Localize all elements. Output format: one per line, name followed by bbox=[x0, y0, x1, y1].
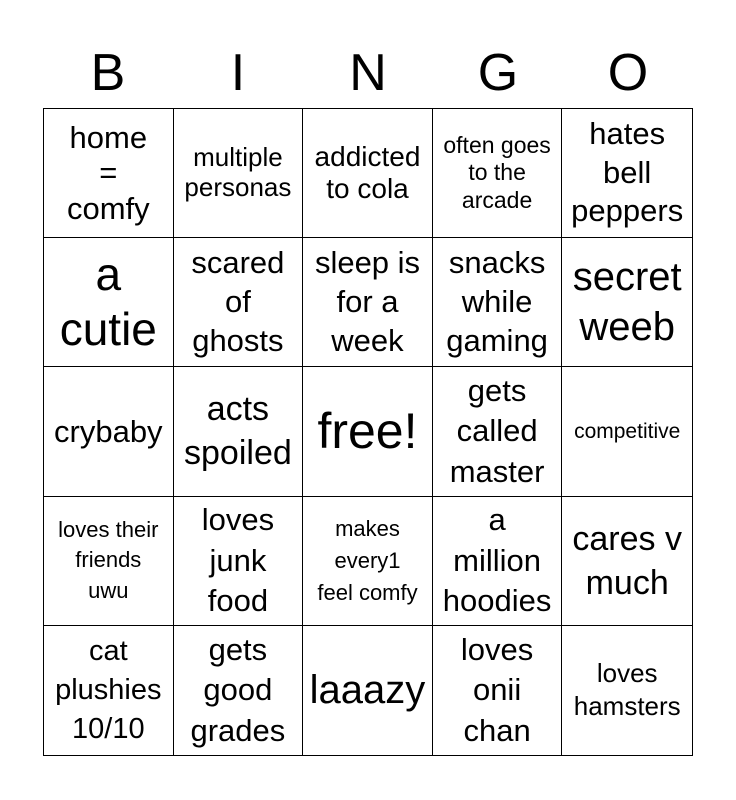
cell-text: secret weeb bbox=[572, 255, 682, 350]
cell-text: loves their friends uwu bbox=[58, 516, 159, 604]
cell-text: loves hamsters bbox=[573, 657, 681, 722]
cell-text: gets called master bbox=[449, 373, 545, 489]
bingo-cell[interactable] bbox=[562, 238, 692, 367]
bingo-cell[interactable] bbox=[562, 367, 692, 496]
bingo-cell[interactable] bbox=[433, 497, 563, 626]
cell-text: acts spoiled bbox=[184, 390, 292, 473]
header-letter-n: N bbox=[349, 44, 387, 102]
cell-text: crybaby bbox=[54, 413, 163, 449]
bingo-cell[interactable] bbox=[303, 626, 433, 755]
bingo-cell[interactable] bbox=[562, 497, 692, 626]
header-letter-b: B bbox=[90, 44, 126, 102]
cell-text: a million hoodies bbox=[442, 502, 552, 618]
bingo-header bbox=[43, 42, 693, 104]
cell-text: loves junk food bbox=[201, 502, 275, 618]
bingo-cell[interactable] bbox=[433, 367, 563, 496]
cell-text: gets good grades bbox=[190, 631, 286, 748]
bingo-cell[interactable] bbox=[433, 109, 563, 238]
bingo-cell[interactable] bbox=[44, 367, 174, 496]
bingo-free-cell[interactable] bbox=[303, 367, 433, 496]
bingo-cell[interactable] bbox=[44, 497, 174, 626]
bingo-cell[interactable] bbox=[433, 626, 563, 755]
cell-text: cat plushies 10/10 bbox=[55, 634, 162, 745]
cell-text: addicted to cola bbox=[314, 141, 421, 205]
cell-text: multiple personas bbox=[184, 142, 292, 203]
cell-text: a cutie bbox=[59, 248, 157, 356]
bingo-cell[interactable] bbox=[174, 109, 304, 238]
bingo-cell[interactable] bbox=[174, 238, 304, 367]
cell-text: sleep is for a week bbox=[314, 245, 421, 358]
bingo-cell[interactable] bbox=[303, 497, 433, 626]
bingo-board bbox=[43, 108, 693, 756]
cell-text: loves onii chan bbox=[460, 631, 534, 748]
cell-text: snacks while gaming bbox=[446, 245, 548, 358]
bingo-cell[interactable] bbox=[174, 626, 304, 755]
bingo-cell[interactable] bbox=[44, 238, 174, 367]
bingo-cell[interactable] bbox=[44, 626, 174, 755]
header-letter-o: O bbox=[607, 44, 649, 102]
bingo-cell[interactable] bbox=[174, 497, 304, 626]
free-space-text: free! bbox=[317, 402, 418, 459]
bingo-cell[interactable] bbox=[433, 238, 563, 367]
cell-text: competitive bbox=[574, 419, 681, 443]
cell-text: cares v much bbox=[572, 519, 682, 602]
bingo-cell[interactable] bbox=[303, 109, 433, 238]
cell-text: makes every1 feel comfy bbox=[317, 515, 418, 605]
bingo-cell[interactable] bbox=[562, 626, 692, 755]
bingo-cell[interactable] bbox=[562, 109, 692, 238]
cell-text: scared of ghosts bbox=[191, 245, 285, 358]
header-letter-i: I bbox=[230, 44, 246, 102]
header-letter-g: G bbox=[477, 44, 519, 102]
bingo-cell[interactable] bbox=[174, 367, 304, 496]
cell-text: often goes to the arcade bbox=[443, 131, 551, 213]
cell-text: hates bell peppers bbox=[571, 115, 684, 229]
bingo-cell[interactable] bbox=[44, 109, 174, 238]
cell-text: home = comfy bbox=[66, 120, 150, 226]
bingo-cell[interactable] bbox=[303, 238, 433, 367]
cell-text: laaazy bbox=[309, 667, 426, 712]
